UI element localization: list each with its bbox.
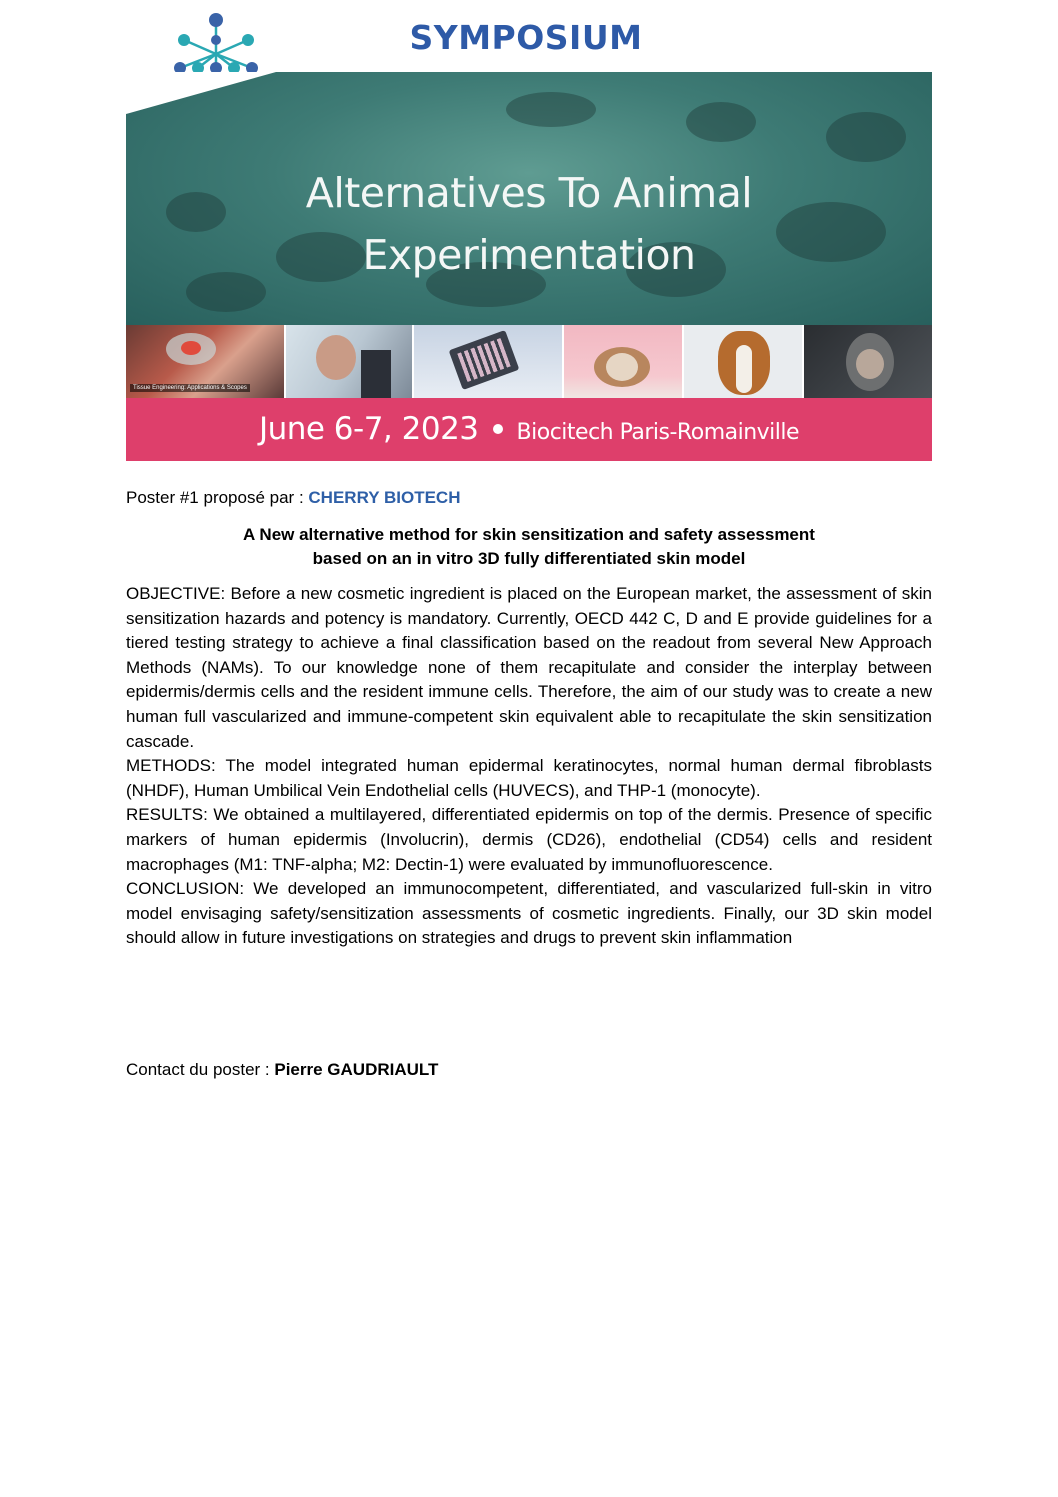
- hamster-photo: [564, 325, 682, 398]
- bullet-icon: [493, 424, 503, 434]
- abstract-conclusion: CONCLUSION: We developed an immunocompetent, differentiated, and vascularized full-skin in vitro model envisaging safety/sensitization assessments of cosmetic ingredients. Finally, our 3D skin model should allow in future investigations on strategies and drugs to prevent skin inflammation: [126, 879, 932, 948]
- abstract-results: RESULTS: We obtained a multilayered, differentiated epidermis on top of the dermis. Presence of specific markers of human epidermis (Involucrin), dermis (CD26), endothelial (CD54) cells and resident macrophages (M1: TNF-alpha; M2: Dectin-1) were evaluated by immunofluorescence.: [126, 805, 932, 874]
- banner-title: [126, 162, 932, 286]
- event-date-bar: [126, 398, 932, 461]
- banner-title-line1: Alternatives To Animal: [305, 169, 753, 217]
- photo-caption: Tissue Engineering: Applications & Scopes: [130, 384, 250, 392]
- abstract-title-line2: based on an in vitro 3D fully differentiated skin model: [312, 549, 746, 568]
- dog-photo: [684, 325, 802, 398]
- poster-contact: [126, 1060, 438, 1080]
- well-plate-photo: [414, 325, 562, 398]
- poster-label: Poster #1 proposé par :: [126, 488, 304, 507]
- photo-strip: [126, 325, 932, 398]
- abstract-objective: OBJECTIVE: Before a new cosmetic ingredient is placed on the European market, the assessment of skin sensitization hazards and potency is mandatory. Currently, OECD 442 C, D and E provide guidelines for a tiered testing strategy to achieve a final classification based on the readout from several New Approach Methods (NAMs). To our knowledge none of them recapitulate and consider the interplay between epidermis/dermis cells and the resident immune cells. Therefore, the aim of our study was to create a new human full vascularized and immune-competent skin equivalent able to recapitulate the skin sensitization cascade.: [126, 584, 932, 751]
- abstract-title: [126, 523, 932, 571]
- poster-organization: CHERRY BIOTECH: [308, 488, 461, 507]
- monkey-photo: [804, 325, 932, 398]
- event-date: June 6-7, 2023: [258, 411, 479, 447]
- event-type-heading: SYMPOSIUM: [409, 18, 643, 57]
- poster-proposer: [126, 488, 460, 508]
- banner-title-line2: Experimentation: [362, 231, 696, 279]
- event-location: Biocitech Paris-Romainville: [516, 420, 800, 445]
- contact-label: Contact du poster :: [126, 1060, 270, 1079]
- abstract-title-line1: A New alternative method for skin sensitization and safety assessment: [243, 525, 815, 544]
- abstract-methods: METHODS: The model integrated human epidermal keratinocytes, normal human dermal fibroblasts (NHDF), Human Umbilical Vein Endothelial cells (HUVECS), and THP-1 (monocyte).: [126, 756, 932, 800]
- contact-name: Pierre GAUDRIAULT: [274, 1060, 439, 1079]
- abstract-body: [126, 582, 932, 951]
- tissue-engineering-photo: [126, 325, 284, 398]
- scientist-microscope-photo: [286, 325, 412, 398]
- event-banner: [126, 72, 932, 461]
